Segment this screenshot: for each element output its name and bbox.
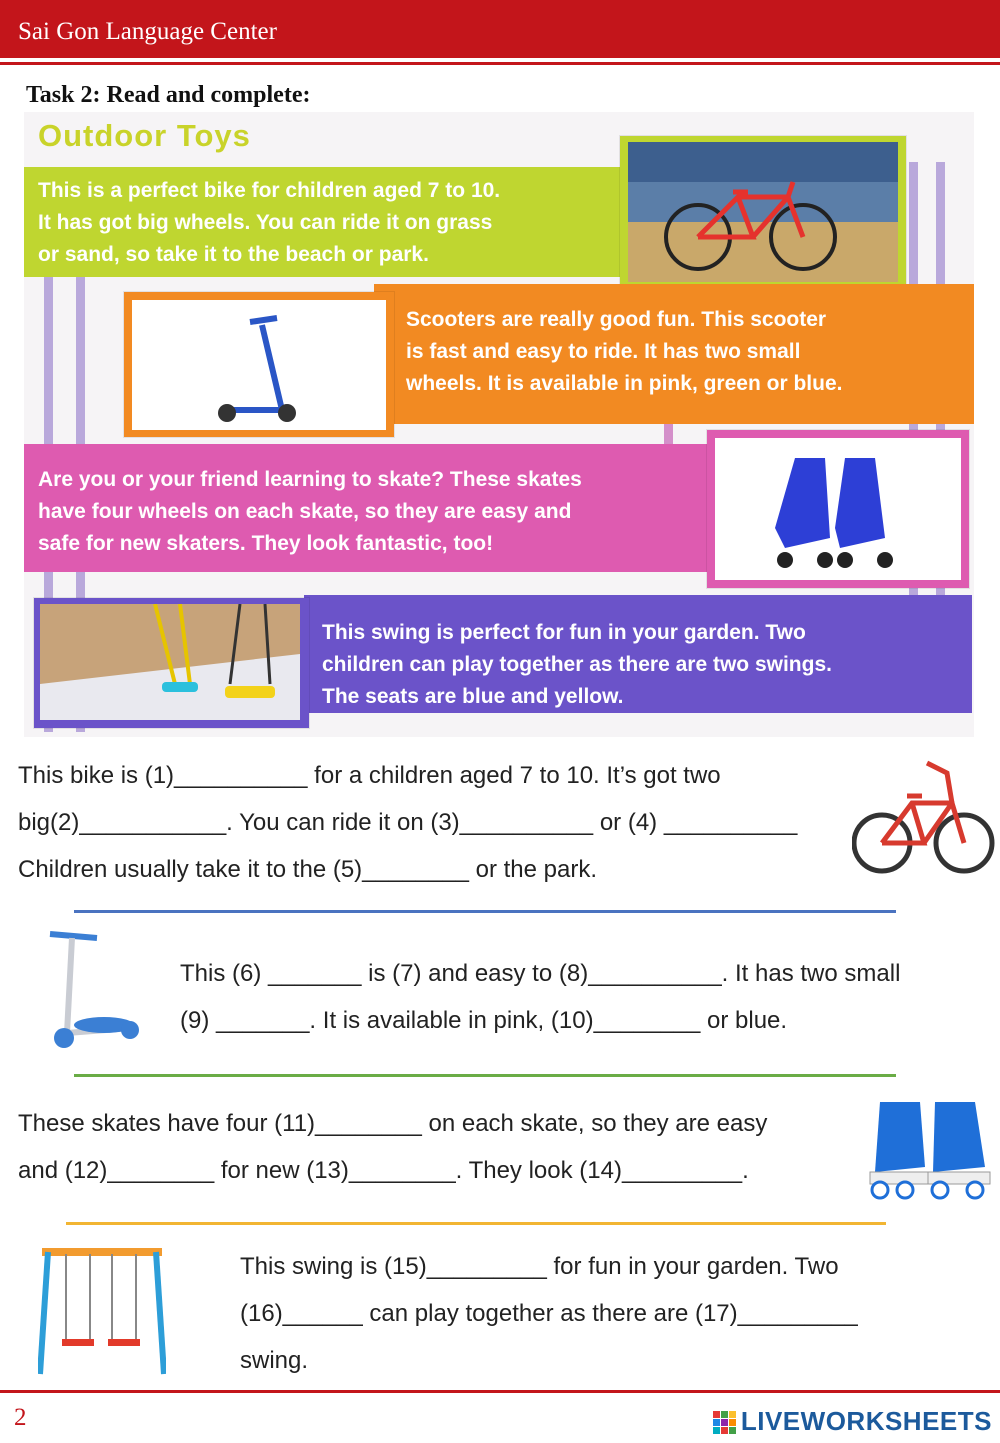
swing-line: children can play together as there are two swings. <box>322 653 832 676</box>
brand-text: LIVEWORKSHEETS <box>740 1406 992 1436</box>
liveworksheets-brand <box>713 1406 992 1437</box>
skates-band <box>24 444 714 572</box>
swing-photo-frame <box>34 598 309 728</box>
scooter-line: wheels. It is available in pink, green or blue. <box>406 372 843 395</box>
scooter-illustration <box>42 928 142 1056</box>
center-name: Sai Gon Language Center <box>18 18 277 45</box>
skates-photo <box>715 438 961 580</box>
skates-line: Are you or your friend learning to skate? These skates <box>38 468 582 491</box>
separator-line <box>74 1074 896 1077</box>
scooter-line: is fast and easy to ride. It has two small <box>406 340 801 363</box>
swing-line: The seats are blue and yellow. <box>322 685 624 708</box>
liveworksheets-logo-icon <box>713 1411 737 1435</box>
swing-line: This swing is perfect for fun in your garden. Two <box>322 621 806 644</box>
scooter-photo <box>132 300 386 430</box>
outdoor-toys-poster <box>24 112 974 737</box>
header-rule <box>0 62 1000 65</box>
swing-illustration <box>38 1244 166 1379</box>
swing-band <box>304 595 972 713</box>
skates-exercise-line: These skates have four (11)________ on each skate, so they are easy <box>18 1110 768 1137</box>
skates-line: have four wheels on each skate, so they are easy and <box>38 500 572 523</box>
bike-band <box>24 167 634 277</box>
skates-line: safe for new skaters. They look fantastic, too! <box>38 532 494 555</box>
header-bar <box>0 0 1000 58</box>
bike-exercise-line: big(2)___________. You can ride it on (3)__________ or (4) __________ <box>18 809 798 836</box>
bike-exercise-line: Children usually take it to the (5)________ or the park. <box>18 856 598 883</box>
bike-photo <box>628 142 898 282</box>
bike-photo-frame <box>620 136 906 288</box>
footer-rule <box>0 1390 1000 1393</box>
separator-line <box>66 1222 886 1225</box>
skates-illustration <box>865 1092 1000 1202</box>
skates-exercise-line: and (12)________ for new (13)________. They look (14)_________. <box>18 1157 749 1184</box>
swing-exercise-line: This swing is (15)_________ for fun in your garden. Two <box>240 1253 839 1280</box>
task-title: Task 2: Read and complete: <box>26 82 311 108</box>
bike-illustration <box>852 758 997 883</box>
bike-line: It has got big wheels. You can ride it on grass <box>38 211 493 234</box>
swing-exercise-line: swing. <box>240 1347 309 1374</box>
skates-photo-frame <box>707 430 969 588</box>
scooter-photo-frame <box>124 292 394 437</box>
bike-line: or sand, so take it to the beach or park. <box>38 243 429 266</box>
swing-photo <box>40 604 300 720</box>
swing-exercise-line: (16)______ can play together as there are (17)_________ <box>240 1300 858 1327</box>
page-number: 2 <box>14 1404 27 1431</box>
bike-line: This is a perfect bike for children aged 7 to 10. <box>38 179 501 202</box>
scooter-line: Scooters are really good fun. This scooter <box>406 308 827 331</box>
poster-title: Outdoor Toys <box>38 118 251 153</box>
scooter-exercise-line: This (6) _______ is (7) and easy to (8)__________. It has two small <box>180 960 901 987</box>
scooter-exercise-line: (9) _______. It is available in pink, (10)________ or blue. <box>180 1007 788 1034</box>
scooter-band <box>374 284 974 424</box>
separator-line <box>74 910 896 913</box>
bike-exercise-line: This bike is (1)__________ for a children aged 7 to 10. It’s got two <box>18 762 721 789</box>
